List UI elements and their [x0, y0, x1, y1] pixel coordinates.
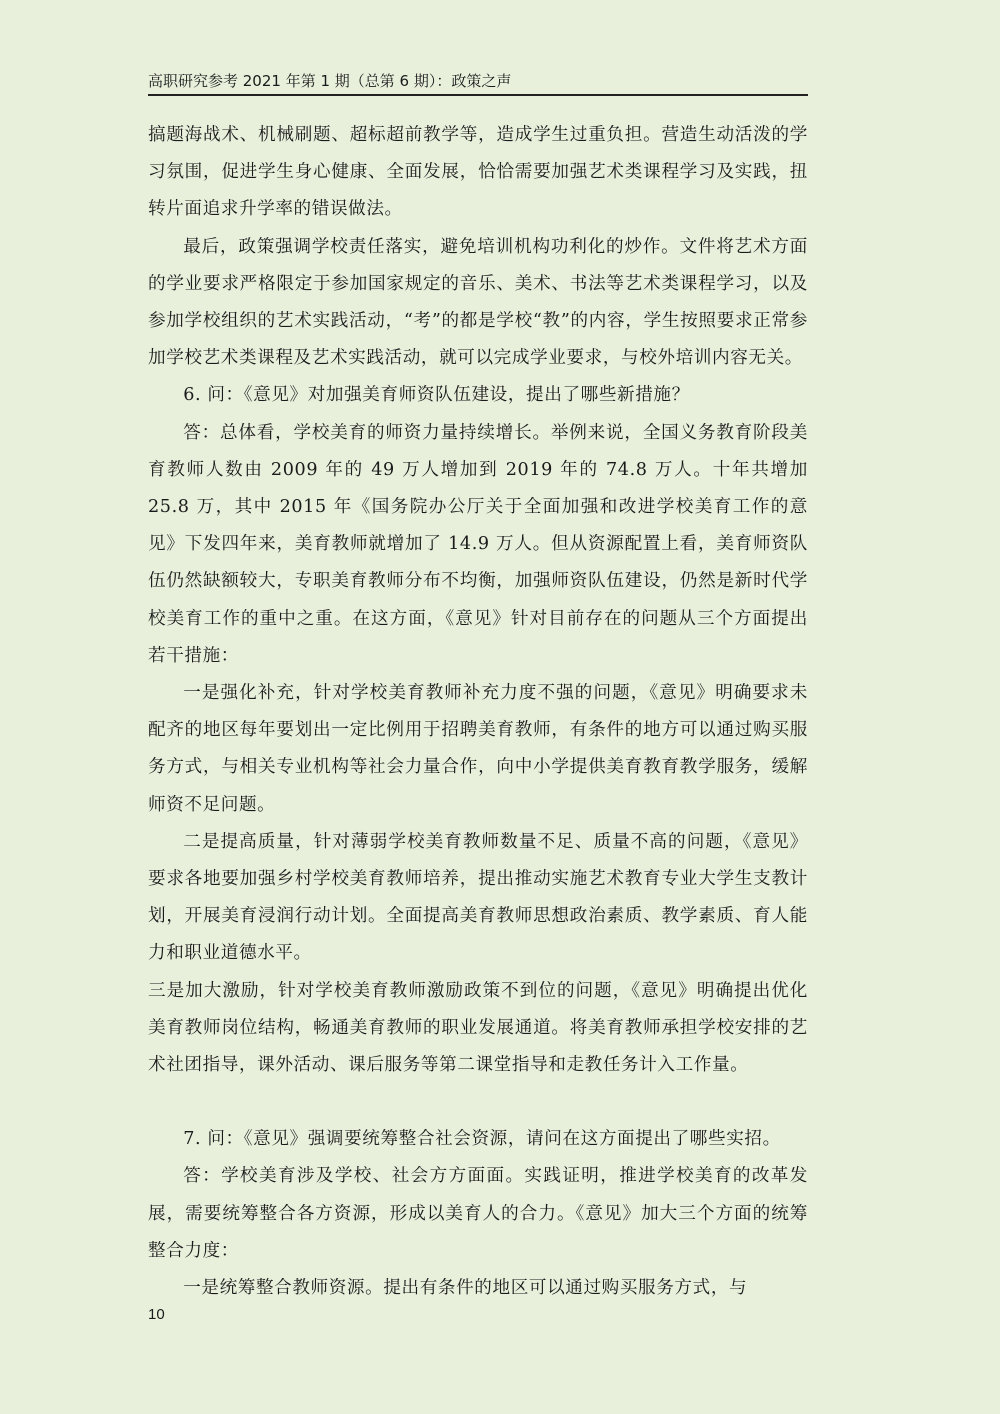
- measure-2-text: ，针对薄弱学校美育教师数量不足、质量不高的问题，《意见》要求各地要加强乡村学校美育教师培养，提出推动实施艺术教育专业大学生支教计划，开展美育浸润行动计划。全面提高美育教师思想政治素质、教学素质、育人能力和职业道德水平。: [148, 831, 808, 964]
- measure-2: [148, 824, 808, 973]
- resource-1-text: 。提出有条件的地区可以通过购买服务方式，与: [365, 1278, 748, 1299]
- resource-1: [148, 1270, 808, 1307]
- measure-3-lead: 三是加大激励: [148, 980, 260, 1001]
- measure-1-lead: 一是强化补充: [183, 683, 296, 704]
- article-body: [148, 117, 808, 1307]
- measure-3: [148, 973, 808, 1085]
- answer-7: 答：学校美育涉及学校、社会方方面面。实践证明，推进学校美育的改革发展，需要统筹整合各方资源，形成以美育人的合力。《意见》加大三个方面的统筹整合力度：: [148, 1166, 808, 1261]
- paragraph: 最后，政策强调学校责任落实，避免培训机构功利化的炒作。文件将艺术方面的学业要求严格限定于参加国家规定的音乐、美术、书法等艺术类课程学习，以及参加学校组织的艺术实践活动，“考”的都是学校“教”的内容，学生按照要求正常参加学校艺术类课程及艺术实践活动，就可以完成学业要求，与校外培训内容无关。: [148, 236, 808, 369]
- question-7: 7. 问：《意见》强调要统筹整合社会资源，请问在这方面提出了哪些实招。: [183, 1129, 781, 1150]
- measure-1-text: ，针对学校美育教师补充力度不强的问题，《意见》明确要求未配齐的地区每年要划出一定比例用于招聘美育教师，有条件的地方可以通过购买服务方式，与相关专业机构等社会力量合作，向中小学提供美育教育教学服务，缓解师资不足问题。: [148, 683, 808, 815]
- paragraph: 搞题海战术、机械刷题、超标超前教学等，造成学生过重负担。营造生动活泼的学习氛围，促进学生身心健康、全面发展，恰恰需要加强艺术类课程学习及实践，扭转片面追求升学率的错误做法。: [148, 125, 808, 220]
- blank-line: [148, 1084, 808, 1121]
- running-header: 高职研究参考 2021 年第 1 期（总第 6 期）：政策之声: [148, 70, 808, 96]
- measure-2-lead: 二是提高质量: [183, 831, 296, 852]
- answer-6: 答：总体看，学校美育的师资力量持续增长。举例来说，全国义务教育阶段美育教师人数由 2009 年的 49 万人增加到 2019 年的 74.8 万人。十年共增加 25.8 万，其中 2015 年《国务院办公厅关于全面加强和改进学校美育工作的意见》下发四年来，美育教师就增加了 14.9 万人。但从资源配置上看，美育师资队伍仍然缺额较大，专职美育教师分布不均衡，加强师资队伍建设，仍然是新时代学校美育工作的重中之重。在这方面，《意见》针对目前存在的问题从三个方面提出若干措施：: [148, 422, 808, 666]
- resource-1-lead: 一是统筹整合教师资源: [183, 1278, 366, 1299]
- measure-1: [148, 675, 808, 824]
- page-number: 10: [148, 1306, 165, 1323]
- question-6: 6. 问：《意见》对加强美育师资队伍建设，提出了哪些新措施？: [183, 385, 690, 406]
- measure-3-text: ，针对学校美育教师激励政策不到位的问题，《意见》明确提出优化美育教师岗位结构，畅通美育教师的职业发展通道。将美育教师承担学校安排的艺术社团指导，课外活动、课后服务等第二课堂指导和走教任务计入工作量。: [148, 980, 808, 1076]
